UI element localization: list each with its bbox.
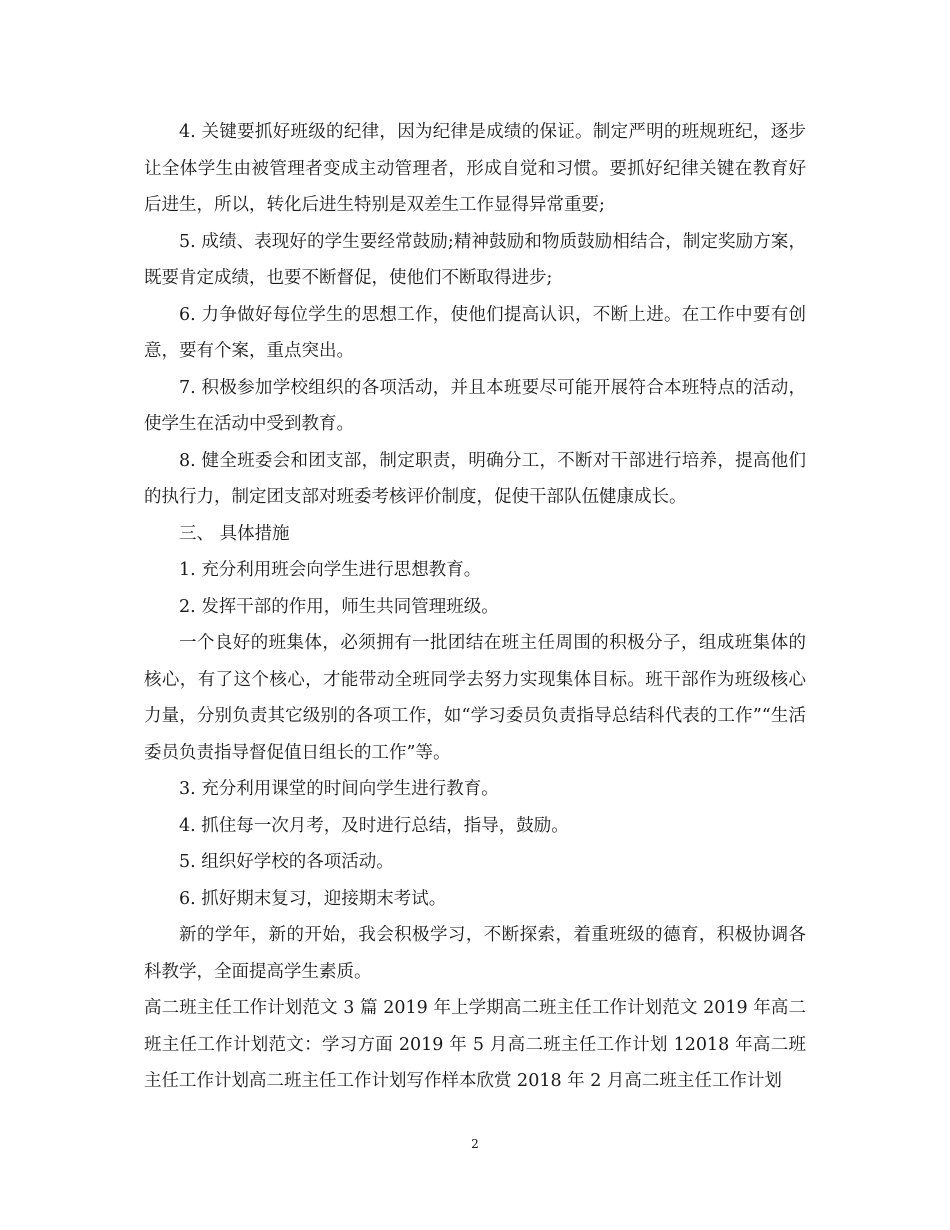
paragraph-item-5-rewards: 5. 成绩、表现好的学生要经常鼓励;精神鼓励和物质鼓励相结合，制定奖励方案，既要肯定成绩，也要不断督促，使他们不断取得进步; [144,231,806,288]
paragraph-item-4-discipline: 4. 关键要抓好班级的纪律，因为纪律是成绩的保证。制定严明的班规班纪，逐步让全体学生由被管理者变成主动管理者，形成自觉和习惯。要抓好纪律关键在教育好后进生，所以，转化后进生特别是双差生工作显得异常重要; [144,122,806,215]
paragraph-item-7-activities: 7. 积极参加学校组织的各项活动，并且本班要尽可能开展符合本班特点的活动，使学生在活动中受到教育。 [144,377,806,434]
document-body [144,114,806,1100]
measure-item-2: 2. 发挥干部的作用，师生共同管理班级。 [179,596,499,617]
measure-item-1: 1. 充分利用班会向学生进行思想教育。 [179,560,482,580]
paragraph-class-collective: 一个良好的班集体，必须拥有一批团结在班主任周围的积极分子，组成班集体的核心，有了这个核心，才能带动全班同学去努力实现集体目标。班干部作为班级核心力量，分别负责其它级别的各项工作，如“学习委员负责指导总结科代表的工作”“生活委员负责指导督促值日组长的工作”等。 [144,633,806,763]
measure-item-5: 5. 组织好学校的各项活动。 [179,852,394,872]
measure-item-3: 3. 充分利用课堂的时间向学生进行教育。 [179,779,499,799]
paragraph-item-8-class-committee: 8. 健全班委会和团支部，制定职责，明确分工，不断对干部进行培养，提高他们的执行力，制定团支部对班委考核评价制度，促使干部队伍健康成长。 [144,450,806,507]
measure-item-4: 4. 抓住每一次月考，及时进行总结，指导，鼓励。 [179,815,569,836]
section-heading-measures: 三、 具体措施 [179,523,290,544]
page-number: 2 [471,1137,479,1151]
related-articles-text: 高二班主任工作计划范文 3 篇 2019 年上学期高二班主任工作计划范文 2019 年高二班主任工作计划范文：学习方面 2019 年 5 月高二班主任工作计划 12018 年高二班主任工作计划高二班主任工作计划写作样本欣赏 2018 年 2 月高二班主任工作计划 [144,998,806,1091]
paragraph-item-6-thought-work: 6. 力争做好每位学生的思想工作，使他们提高认识，不断上进。在工作中要有创意，要有个案，重点突出。 [144,304,806,361]
measure-item-6: 6. 抓好期末复习，迎接期末考试。 [179,888,447,909]
paragraph-conclusion: 新的学年，新的开始，我会积极学习，不断探索，着重班级的德育，积极协调各科教学，全面提高学生素质。 [144,925,806,982]
